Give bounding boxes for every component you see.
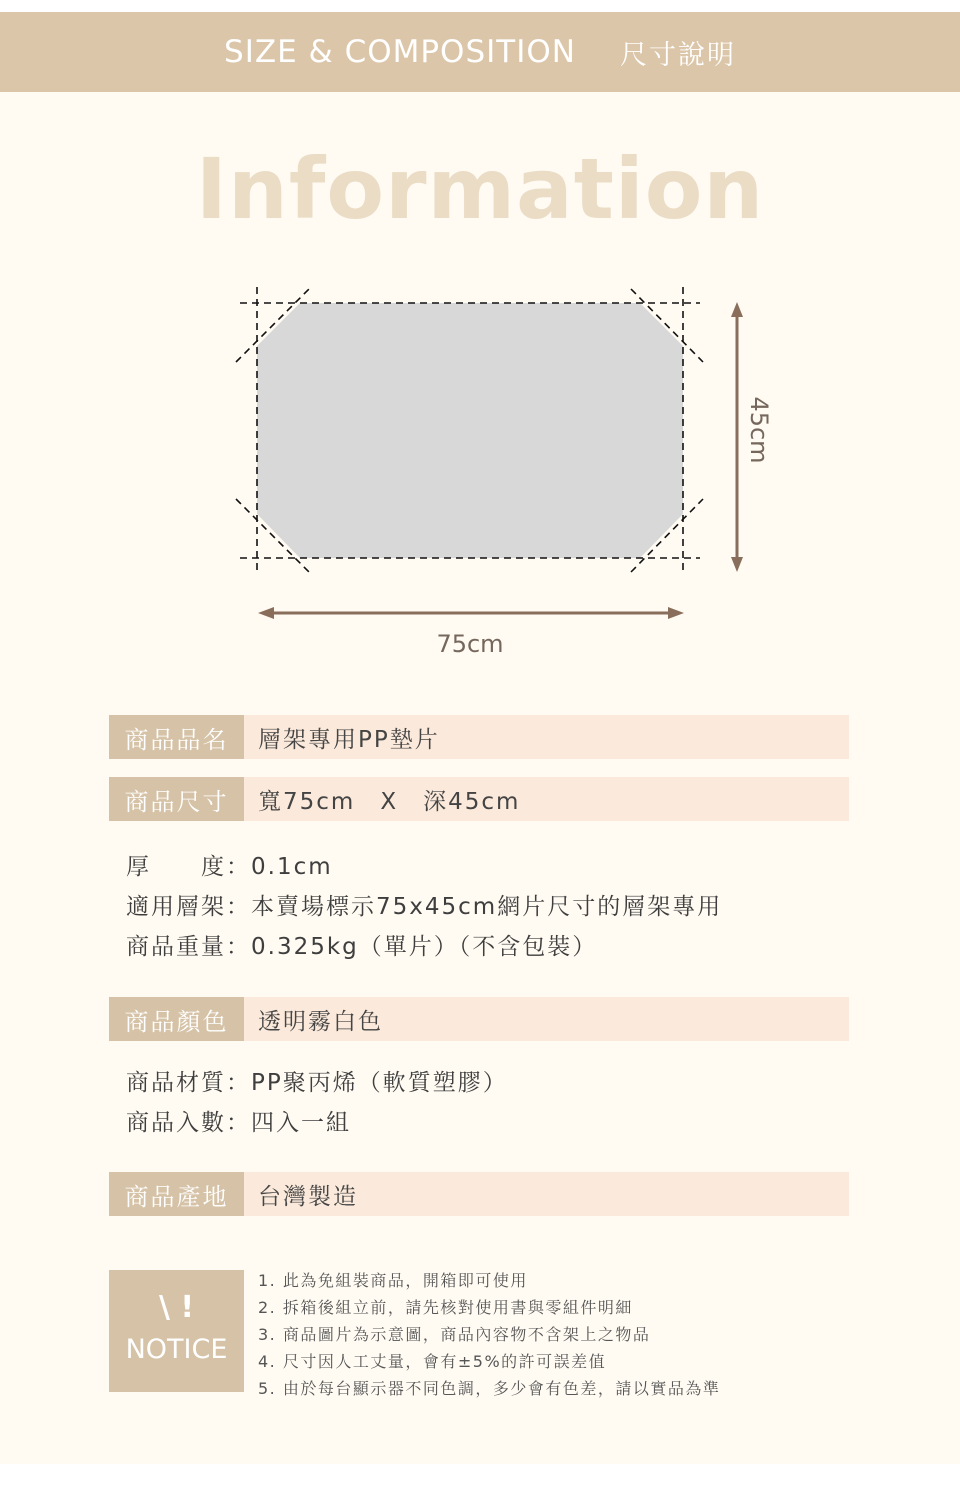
detail-separator: ：: [226, 1070, 251, 1096]
header-title-zh: 尺寸說明: [619, 39, 736, 71]
row-product-size: [109, 777, 849, 821]
information-title: Information: [195, 140, 765, 238]
detail-key: 商品材質: [126, 1070, 226, 1096]
height-label: 45cm: [745, 396, 773, 464]
row-value: 台灣製造: [258, 1183, 358, 1210]
detail-quantity: [126, 1104, 351, 1137]
row-label: 商品顏色: [109, 997, 244, 1041]
detail-key: 商品入數: [126, 1110, 226, 1136]
detail-value: 0.325kg（單片）（不含包裝）: [251, 934, 598, 960]
detail-weight: [126, 928, 597, 961]
detail-separator: ：: [226, 854, 251, 880]
notice-item: 2. 拆箱後組立前，請先核對使用書與零組件明細: [258, 1298, 633, 1317]
header-title-en: SIZE & COMPOSITION: [224, 34, 576, 70]
detail-value: 0.1cm: [251, 854, 333, 880]
detail-separator: ：: [226, 894, 251, 920]
row-product-name: [109, 715, 849, 759]
notice-item: 5. 由於每台顯示器不同色調，多少會有色差，請以實品為準: [258, 1379, 721, 1398]
row-label: 商品產地: [109, 1172, 244, 1216]
detail-separator: ：: [226, 934, 251, 960]
row-value: 透明霧白色: [258, 1008, 383, 1035]
row-product-color: [109, 997, 849, 1041]
notice-list: [258, 1267, 720, 1402]
notice-item: 1. 此為免組裝商品，開箱即可使用: [258, 1271, 528, 1290]
detail-value: 本賣場標示75x45cm網片尺寸的層架專用: [251, 894, 723, 920]
detail-applicable-shelf: [126, 888, 722, 921]
row-product-origin: [109, 1172, 849, 1216]
detail-thickness: [126, 848, 333, 881]
row-label: 商品品名: [109, 715, 244, 759]
size-diagram: [0, 12, 960, 712]
detail-separator: ：: [226, 1110, 251, 1136]
notice-badge: [109, 1270, 244, 1392]
detail-value: 四入一組: [251, 1110, 351, 1136]
row-value: 層架專用PP墊片: [258, 726, 440, 753]
width-arrow: [258, 607, 684, 619]
height-arrow: [731, 302, 743, 572]
width-label: 75cm: [436, 630, 504, 658]
row-value: 寬75cm X 深45cm: [258, 788, 521, 815]
detail-value: PP聚丙烯（軟質塑膠）: [251, 1070, 508, 1096]
notice-item: 3. 商品圖片為示意圖，商品內容物不含架上之物品: [258, 1325, 651, 1344]
detail-key: 適用層架: [126, 894, 226, 920]
detail-material: [126, 1064, 508, 1097]
page-body: [0, 12, 960, 1464]
mat-shape: [257, 303, 683, 558]
notice-label: NOTICE: [125, 1334, 228, 1365]
notice-item: 4. 尺寸因人工丈量，會有±5%的許可誤差值: [258, 1352, 607, 1371]
notice-exclamation-icon: \ !: [158, 1290, 195, 1325]
detail-key: 商品重量: [126, 934, 226, 960]
detail-key: 厚 度: [126, 854, 226, 880]
row-label: 商品尺寸: [109, 777, 244, 821]
